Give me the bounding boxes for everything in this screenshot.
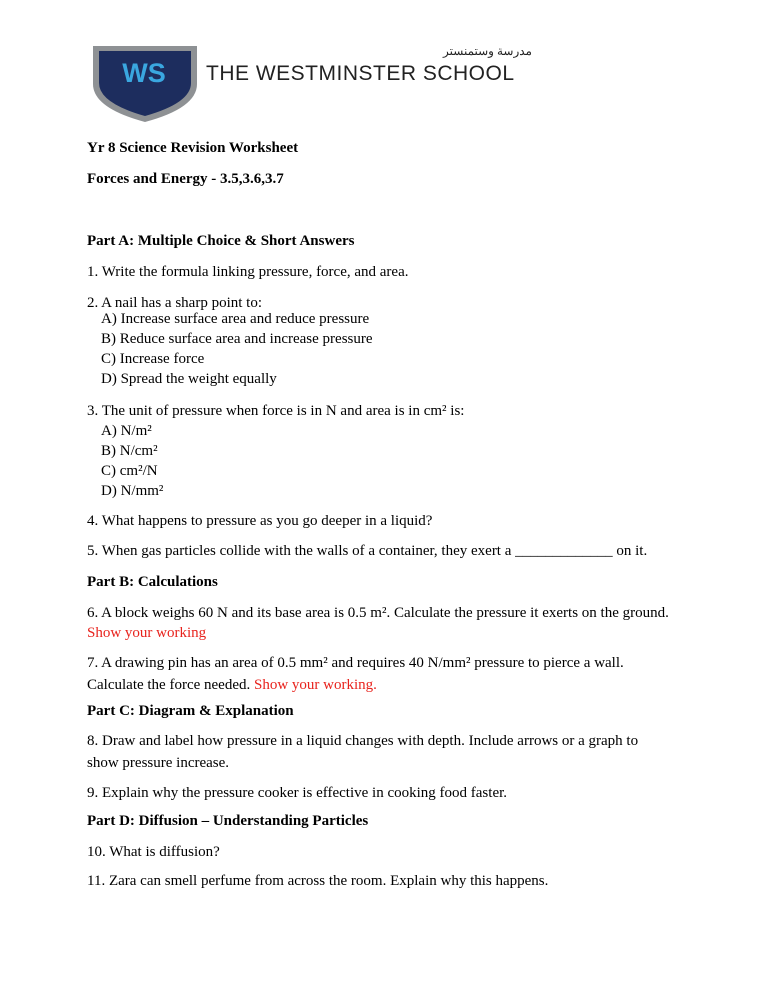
question-5: 5. When gas particles collide with the walls of a container, they exert a _____________ on it. <box>87 543 648 559</box>
part-b-heading: Part B: Calculations <box>87 574 218 590</box>
question-9: 9. Explain why the pressure cooker is effective in cooking food faster. <box>87 785 508 801</box>
question-8-continued: show pressure increase. <box>87 755 230 771</box>
question-7: 7. A drawing pin has an area of 0.5 mm² and requires 40 N/mm² pressure to pierce a wall. <box>87 655 624 671</box>
part-c-heading: Part C: Diagram & Explanation <box>87 703 294 719</box>
svg-text:WS: WS <box>122 58 166 88</box>
q3-option-b: B) N/cm² <box>101 443 158 459</box>
q2-option-d: D) Spread the weight equally <box>101 371 277 387</box>
q6-working-note: Show your working <box>87 625 207 641</box>
question-1: 1. Write the formula linking pressure, force, and area. <box>87 264 409 280</box>
school-name: THE WESTMINSTER SCHOOL <box>206 62 515 85</box>
q2-option-c: C) Increase force <box>101 351 205 367</box>
school-name-arabic: مدرسة وستمنستر <box>443 44 532 58</box>
question-4: 4. What happens to pressure as you go deeper in a liquid? <box>87 513 433 529</box>
worksheet-subtitle: Forces and Energy - 3.5,3.6,3.7 <box>87 171 284 187</box>
q2-option-b: B) Reduce surface area and increase pressure <box>101 331 373 347</box>
school-shield-logo <box>93 46 197 122</box>
q7-working-note: Show your working. <box>254 677 377 693</box>
question-2: 2. A nail has a sharp point to: <box>87 295 262 311</box>
q3-option-a: A) N/m² <box>101 423 152 439</box>
part-d-heading: Part D: Diffusion – Understanding Particles <box>87 813 369 829</box>
question-10: 10. What is diffusion? <box>87 844 220 860</box>
q3-option-c: C) cm²/N <box>101 463 158 479</box>
question-11: 11. Zara can smell perfume from across the room. Explain why this happens. <box>87 873 549 889</box>
q7-continued-text: Calculate the force needed. <box>87 677 251 693</box>
part-a-heading: Part A: Multiple Choice & Short Answers <box>87 233 355 249</box>
question-8: 8. Draw and label how pressure in a liquid changes with depth. Include arrows or a graph to <box>87 733 639 749</box>
q2-option-a: A) Increase surface area and reduce pressure <box>101 311 370 327</box>
question-3: 3. The unit of pressure when force is in N and area is in cm² is: <box>87 403 465 419</box>
q3-option-d: D) N/mm² <box>101 483 164 499</box>
question-6: 6. A block weighs 60 N and its base area is 0.5 m². Calculate the pressure it exerts on the ground. <box>87 605 669 621</box>
worksheet-title: Yr 8 Science Revision Worksheet <box>87 140 299 156</box>
question-7-continued <box>87 676 377 694</box>
